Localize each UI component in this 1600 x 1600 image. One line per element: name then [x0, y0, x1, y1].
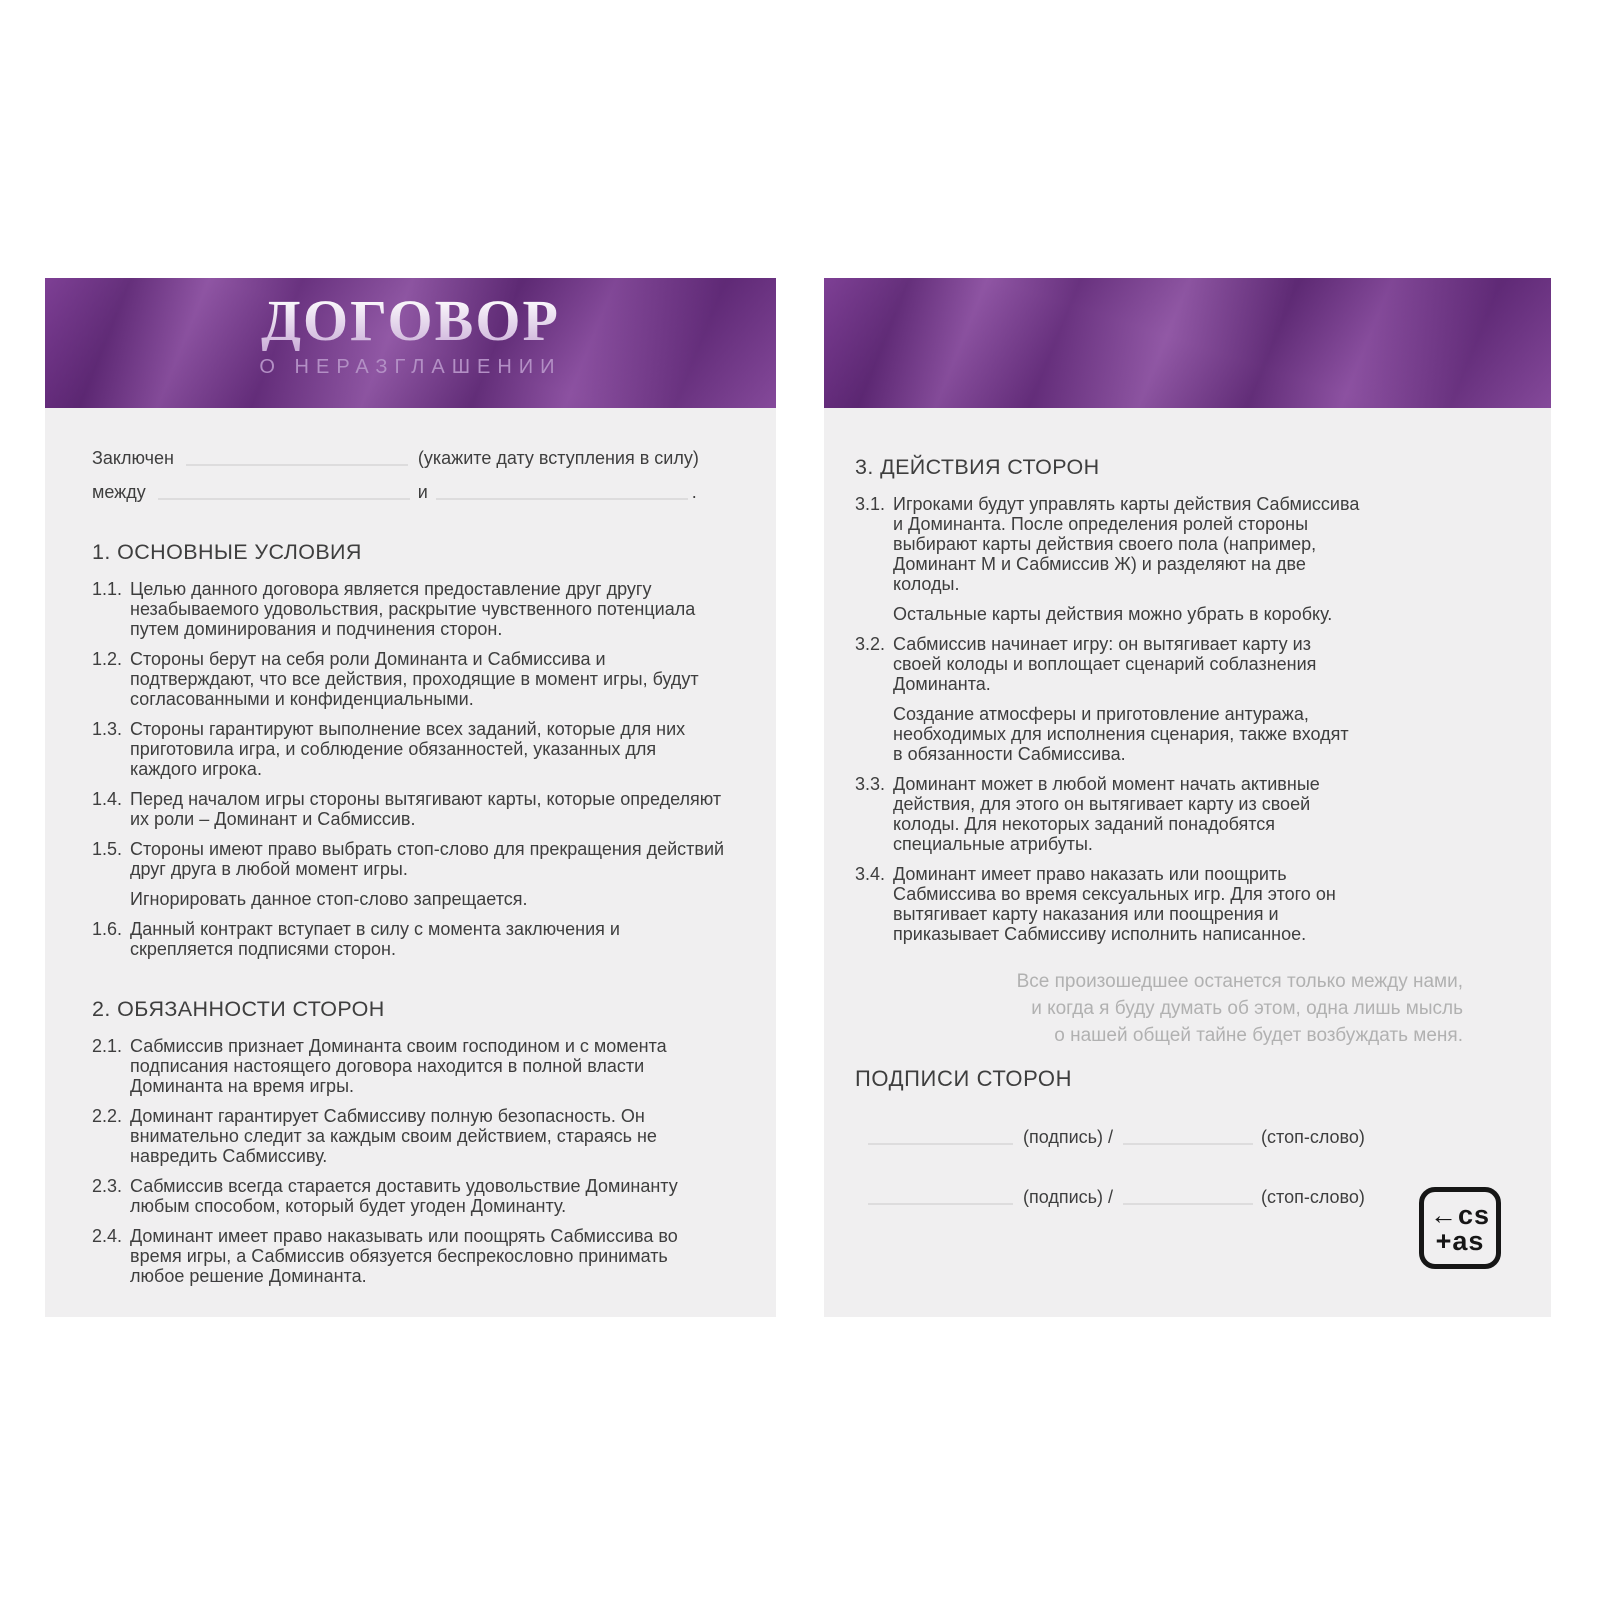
- item-text: Перед началом игры стороны вытягивают карты, которые определяют их роли – Доминант и Сабмиссив.: [130, 789, 722, 829]
- ecstas-logo: [1419, 1187, 1501, 1269]
- contract-item-2-2: [92, 1106, 726, 1166]
- item-number: 2.3.: [92, 1176, 123, 1196]
- item-number: 1.5.: [92, 839, 123, 859]
- logo-text-bottom: +as: [1435, 1226, 1485, 1256]
- item-number: 1.3.: [92, 719, 123, 739]
- item-text: Сабмиссив признает Доминанта своим господином и с момента подписания настоящего договора находится в полной власти Доминанта на время игры.: [130, 1036, 667, 1096]
- intro-line-date: [92, 448, 726, 468]
- section-3-column: [855, 455, 1360, 944]
- item-text: [893, 634, 1360, 764]
- item-text: [893, 494, 1360, 624]
- date-blank-line: [186, 451, 408, 466]
- stopword-label: (стоп-слово): [1261, 1187, 1365, 1207]
- signature-row-1: [868, 1127, 1551, 1151]
- item-number: 3.4.: [855, 864, 886, 884]
- left-page-content: [45, 408, 776, 1286]
- concluded-label: Заключен: [92, 448, 174, 468]
- secrecy-quote: [855, 968, 1463, 1049]
- and-label: и: [417, 482, 428, 502]
- item-number: 1.6.: [92, 919, 123, 939]
- contract-item-1-2: [92, 649, 726, 709]
- item-text: Доминант имеет право наказывать или поощрять Сабмиссива во время игры, а Сабмиссив обязуется беспрекословно принимать любое решение Доминанта.: [130, 1226, 678, 1286]
- contract-item-1-4: [92, 789, 726, 829]
- item-number: 2.4.: [92, 1226, 123, 1246]
- item-paragraph: Стороны имеют право выбрать стоп-слово для прекращения действий друг друга в любой момент игры.: [130, 839, 725, 879]
- stopword-blank-line: [1123, 1130, 1253, 1145]
- contract-title: ДОГОВОР: [45, 278, 776, 351]
- item-paragraph: Игроками будут управлять карты действия Сабмиссива и Доминанта. После определения ролей стороны выбирают карты действия своего пола (например, Доминант М и Сабмиссив Ж) и разделяют на две колоды.: [893, 494, 1360, 594]
- section-heading-1: 1. ОСНОВНЫЕ УСЛОВИЯ: [92, 540, 362, 564]
- item-subparagraph: Остальные карты действия можно убрать в коробку.: [893, 604, 1333, 624]
- item-text: [130, 839, 726, 909]
- item-number: 3.2.: [855, 634, 886, 654]
- quote-line: и когда я буду думать об этом, одна лишь мысль: [1031, 998, 1463, 1019]
- contract-item-1-1: [92, 579, 726, 639]
- item-number: 2.2.: [92, 1106, 123, 1126]
- date-hint: (укажите дату вступления в силу): [417, 448, 699, 468]
- signature-label: (подпись) /: [1023, 1127, 1114, 1147]
- stopword-label: (стоп-слово): [1261, 1127, 1365, 1147]
- header-band-left: [45, 278, 776, 408]
- signature-blank-line: [868, 1190, 1013, 1205]
- party2-blank-line: [436, 485, 688, 500]
- item-text: Доминант имеет право наказать или поощрить Сабмиссива во время сексуальных игр. Для этого он вытягивает карту наказания или поощрения и приказывает Сабмиссиву исполнить написанное.: [893, 864, 1336, 944]
- intro-line-parties: [92, 482, 726, 502]
- contract-item-1-3: [92, 719, 726, 779]
- item-text: Стороны берут на себя роли Доминанта и Сабмиссива и подтверждают, что все действия, проходящие в момент игры, будут согласованными и конфиденциальными.: [130, 649, 699, 709]
- item-text: Доминант может в любой момент начать активные действия, для этого он вытягивает карту из своей колоды. Для некоторых заданий понадобятся специальные атрибуты.: [893, 774, 1320, 854]
- item-text: Доминант гарантирует Сабмиссиву полную безопасность. Он внимательно следит за каждым своим действием, стараясь не навредить Сабмиссиву.: [130, 1106, 657, 1166]
- contract-item-2-4: [92, 1226, 726, 1286]
- item-paragraph: Сабмиссив начинает игру: он вытягивает карту из своей колоды и воплощает сценарий соблазнения Доминанта.: [893, 634, 1317, 694]
- item-text: Сабмиссив всегда старается доставить удовольствие Доминанту любым способом, который будет угоден Доминанту.: [130, 1176, 678, 1216]
- item-number: 3.1.: [855, 494, 886, 514]
- item-number: 3.3.: [855, 774, 886, 794]
- party1-blank-line: [158, 485, 410, 500]
- stopword-blank-line: [1123, 1190, 1253, 1205]
- contract-page-left: [45, 278, 776, 1317]
- quote-line: Все произошедшее останется только между нами,: [1016, 971, 1463, 992]
- contract-item-2-1: [92, 1036, 726, 1096]
- intro-block: [92, 448, 726, 502]
- contract-item-3-2: [855, 634, 1360, 764]
- item-subparagraph: Игнорировать данное стоп-слово запрещается.: [130, 889, 528, 909]
- section-heading-2: 2. ОБЯЗАННОСТИ СТОРОН: [92, 997, 385, 1021]
- item-subparagraph: Создание атмосферы и приготовление антуража, необходимых для исполнения сценария, также входят в обязанности Сабмиссива.: [893, 704, 1349, 764]
- item-number: 2.1.: [92, 1036, 123, 1056]
- section-heading-3: 3. ДЕЙСТВИЯ СТОРОН: [855, 455, 1100, 479]
- period-label: .: [691, 482, 697, 502]
- contract-item-2-3: [92, 1176, 726, 1216]
- logo-text-top: ←cs: [1429, 1200, 1491, 1230]
- contract-item-1-6: [92, 919, 726, 959]
- item-text: Стороны гарантируют выполнение всех заданий, которые для них приготовила игра, и соблюдение обязанностей, указанных для каждого игрока.: [130, 719, 686, 779]
- contract-subtitle: О НЕРАЗГЛАШЕНИИ: [259, 356, 562, 378]
- contract-item-1-5: [92, 839, 726, 909]
- contract-page-right: [824, 278, 1551, 1317]
- item-text: Данный контракт вступает в силу с момента заключения и скрепляется подписями сторон.: [130, 919, 620, 959]
- item-number: 1.1.: [92, 579, 123, 599]
- item-text: Целью данного договора является предоставление друг другу незабываемого удовольствия, раскрытие чувственного потенциала путем доминирования и подчинения сторон.: [130, 579, 696, 639]
- contract-item-3-4: [855, 864, 1360, 944]
- item-number: 1.4.: [92, 789, 123, 809]
- signature-label: (подпись) /: [1023, 1187, 1114, 1207]
- item-number: 1.2.: [92, 649, 123, 669]
- between-label: между: [92, 482, 146, 502]
- quote-line: о нашей общей тайне будет возбуждать меня.: [1054, 1025, 1463, 1046]
- contract-item-3-3: [855, 774, 1360, 854]
- contract-item-3-1: [855, 494, 1360, 624]
- right-page-content: [824, 408, 1551, 1211]
- signatures-heading: ПОДПИСИ СТОРОН: [855, 1066, 1073, 1091]
- header-band-right: [824, 278, 1551, 408]
- signature-blank-line: [868, 1130, 1013, 1145]
